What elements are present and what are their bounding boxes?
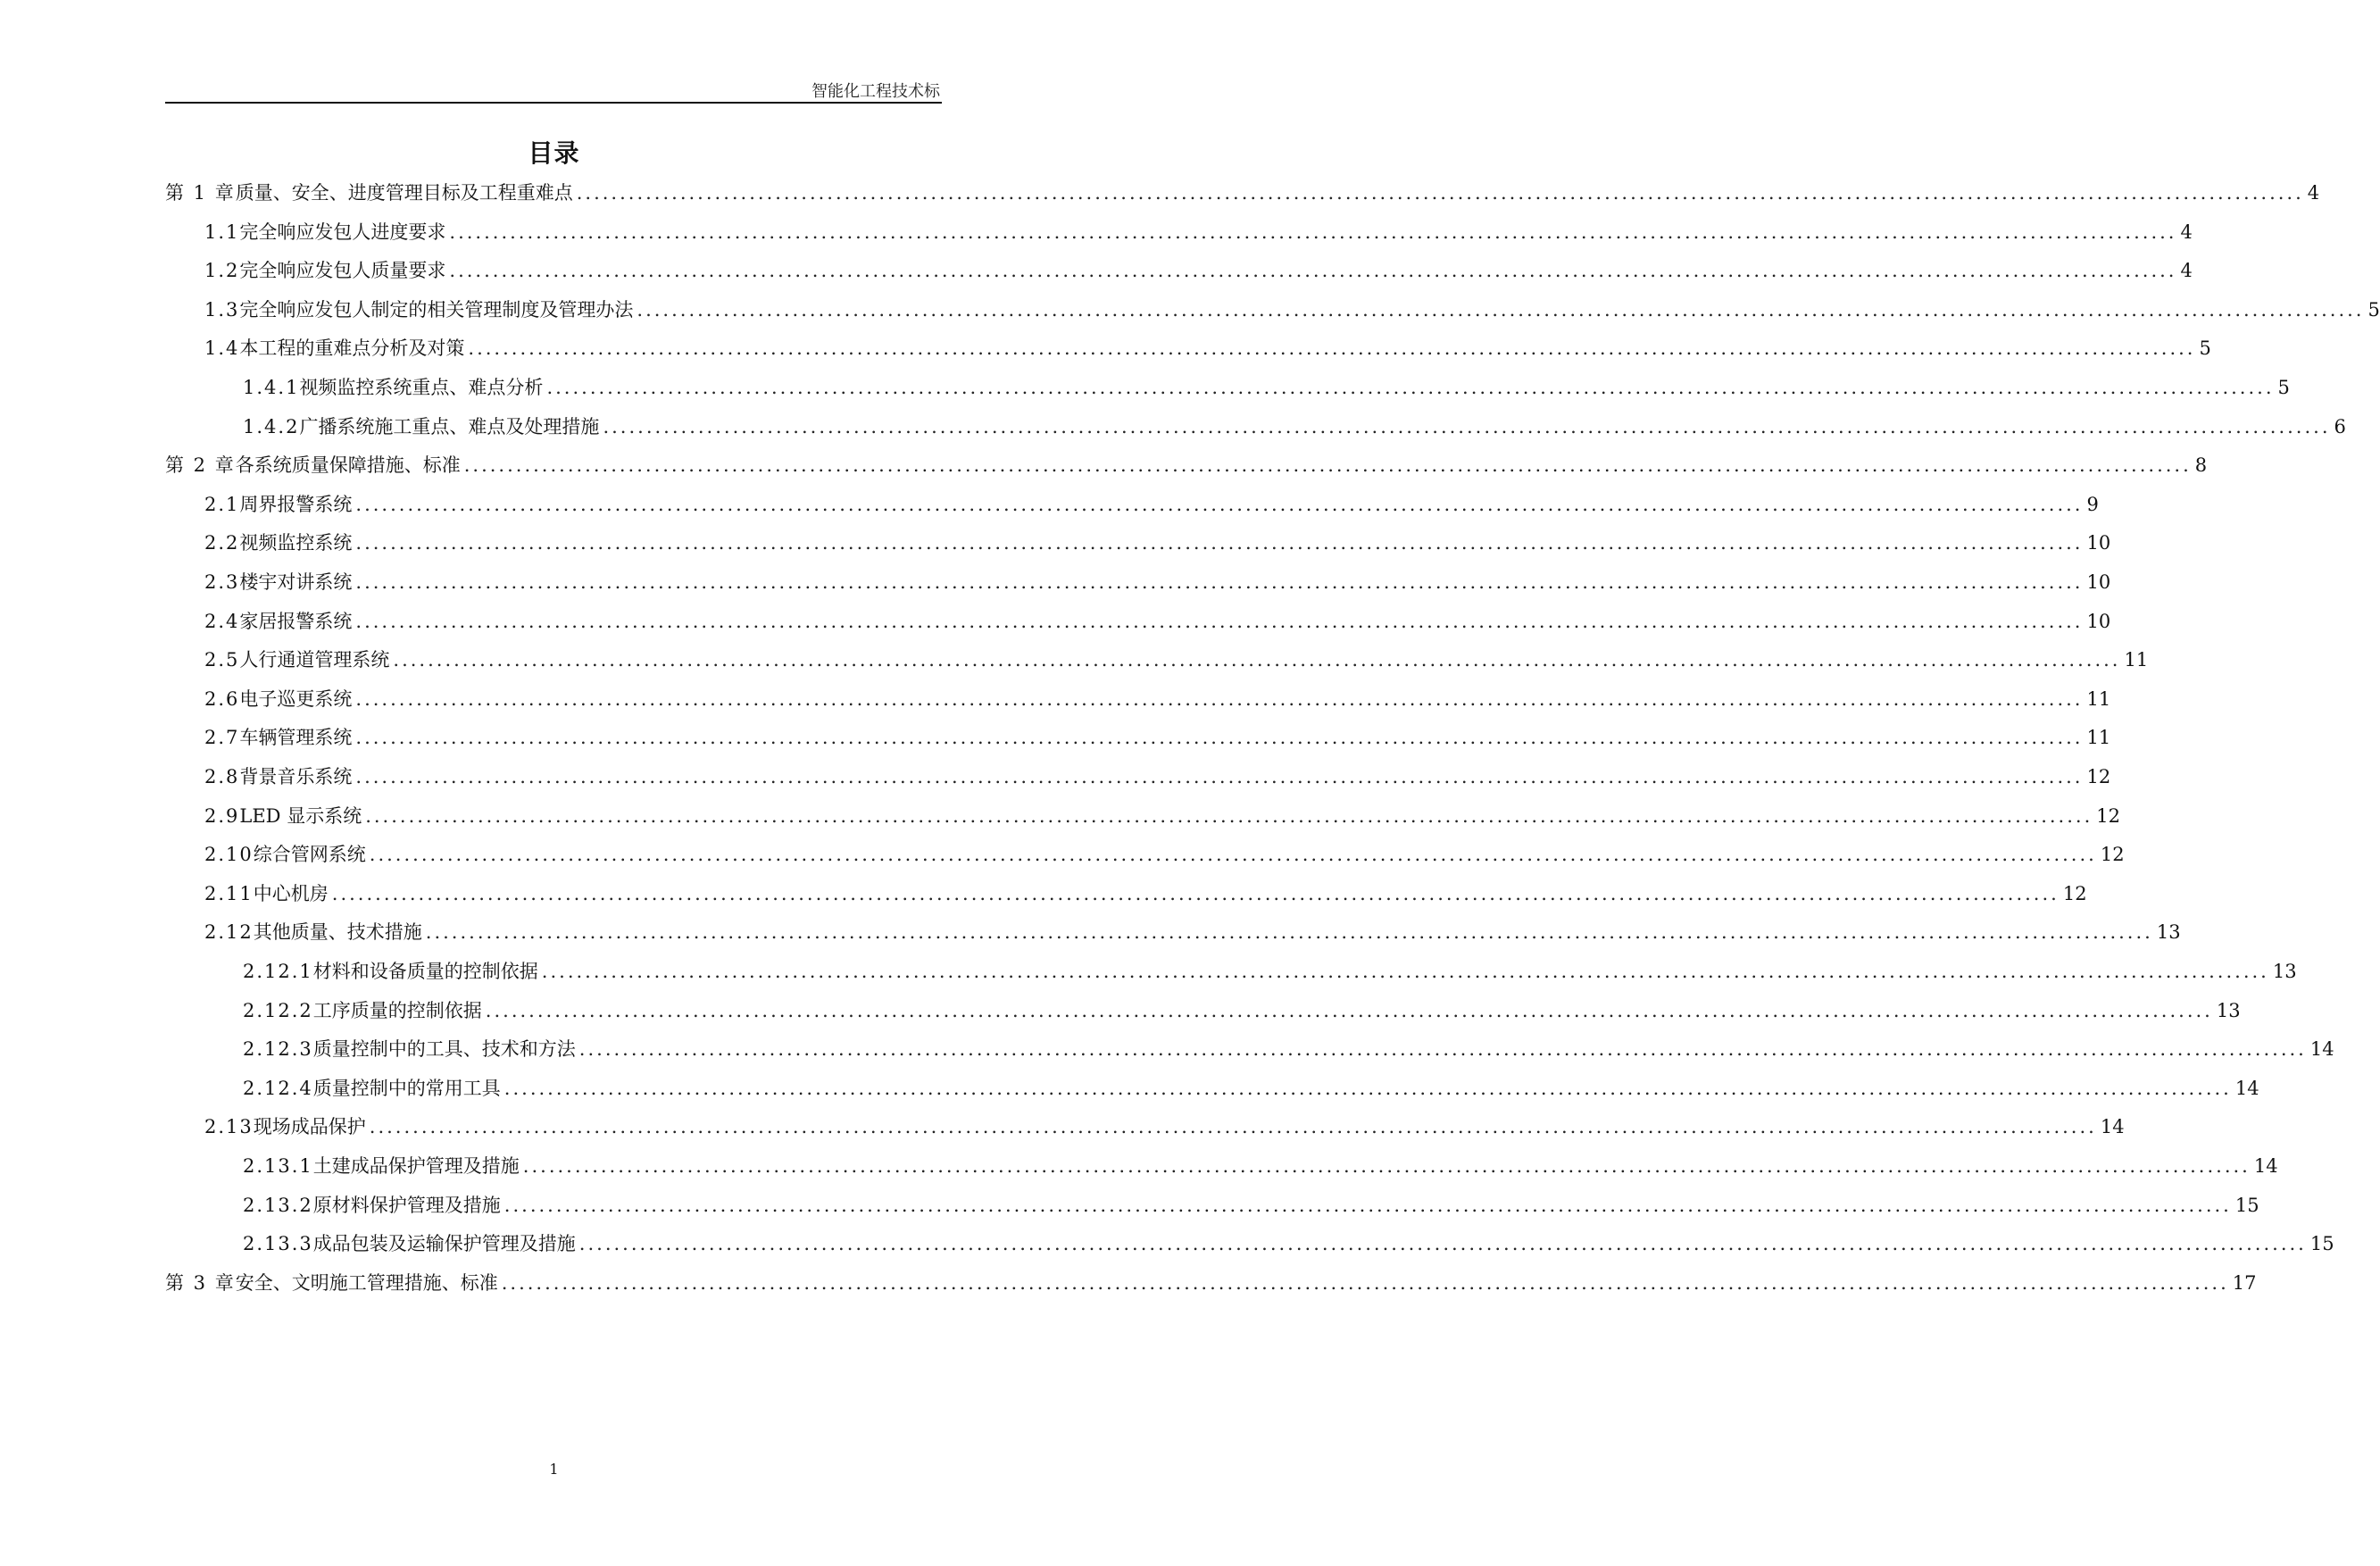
toc-entry-number: 2.12.2 — [243, 999, 313, 1021]
toc-entry-number: 2.1 — [204, 493, 240, 515]
toc-entry-page: 5 — [2368, 298, 2380, 321]
toc-title: 目录 — [528, 138, 580, 168]
toc-leader-dots: ........................................................................................................................................................................................................ — [463, 454, 2192, 477]
toc-entry-number: 2.10 — [204, 844, 254, 866]
toc-entry[interactable] — [243, 996, 2241, 1023]
toc-entry-number: 2.7 — [204, 727, 240, 749]
toc-leader-dots: ........................................................................................................................................................................................................ — [576, 182, 2304, 204]
toc-entry-title: 原材料保护管理及措施 — [312, 1194, 501, 1216]
toc-entry[interactable] — [243, 1229, 2334, 1256]
toc-leader-dots: ........................................................................................................................................................................................................ — [355, 766, 2084, 787]
toc-entry[interactable] — [204, 762, 2111, 789]
toc-leader-dots: ........................................................................................................................................................................................................ — [355, 687, 2084, 710]
toc-entry-page: 5 — [2277, 377, 2290, 398]
toc-leader-dots: ........................................................................................................................................................................................................ — [369, 844, 2097, 866]
toc-entry-number: 2.13.1 — [243, 1155, 313, 1177]
toc-entry[interactable] — [204, 879, 2087, 906]
toc-entry[interactable] — [204, 256, 2193, 283]
toc-entry[interactable] — [204, 334, 2211, 361]
toc-entry-page: 4 — [2180, 221, 2193, 243]
toc-entry[interactable] — [204, 918, 2181, 945]
toc-leader-dots: ........................................................................................................................................................................................................ — [355, 532, 2084, 554]
toc-leader-dots: ........................................................................................................................................................................................................ — [331, 882, 2060, 904]
toc-entry-title: LED 显示系统 — [239, 804, 362, 827]
toc-entry-number: 1.1 — [204, 221, 240, 243]
toc-entry-number: 1.3 — [204, 298, 240, 321]
toc-entry-title: 其他质量、技术措施 — [253, 921, 422, 944]
toc-leader-dots: ........................................................................................................................................................................................................ — [603, 415, 2331, 437]
toc-entry-number: 2.13 — [204, 1116, 254, 1138]
toc-entry[interactable] — [204, 607, 2111, 634]
toc-leader-dots: ........................................................................................................................................................................................................ — [393, 649, 2121, 671]
toc-entry-page: 12 — [2100, 844, 2125, 866]
toc-leader-dots: ........................................................................................................................................................................................................ — [522, 1155, 2251, 1177]
toc-entry-number: 1.4 — [204, 337, 240, 360]
toc-entry[interactable] — [165, 1269, 2257, 1295]
toc-entry-title: 各系统质量保障措施、标准 — [235, 454, 461, 477]
toc-entry[interactable] — [243, 957, 2297, 984]
toc-entry-number: 2.13.2 — [243, 1194, 313, 1216]
toc-entry-number: 2.12.1 — [243, 961, 313, 982]
toc-entry-title: 完全响应发包人制定的相关管理制度及管理办法 — [239, 298, 634, 321]
toc-entry-page: 17 — [2232, 1271, 2257, 1294]
toc-entry-title: 楼宇对讲系统 — [239, 571, 353, 593]
toc-entry[interactable] — [243, 1074, 2259, 1101]
toc-entry[interactable] — [243, 1035, 2334, 1062]
toc-entry[interactable] — [204, 802, 2120, 829]
toc-entry-number: 2.4 — [204, 610, 240, 632]
toc-entry-title: 质量控制中的常用工具 — [312, 1077, 501, 1099]
toc-entry-page: 11 — [2086, 687, 2111, 710]
toc-entry-title: 成品包装及运输保护管理及措施 — [312, 1233, 576, 1255]
toc-entry-page: 14 — [2100, 1116, 2125, 1138]
toc-entry-page: 13 — [2156, 921, 2181, 944]
toc-entry-title: 周界报警系统 — [239, 493, 353, 515]
toc-entry-number: 1.4.2 — [243, 415, 300, 437]
toc-entry-title: 中心机房 — [253, 882, 329, 904]
toc-leader-dots: ........................................................................................................................................................................................................ — [449, 260, 2177, 282]
toc-entry-page: 15 — [2309, 1233, 2334, 1255]
toc-entry-number: 1.4.1 — [243, 377, 300, 398]
toc-entry-number: 2.12.4 — [243, 1077, 313, 1099]
toc-leader-dots: ........................................................................................................................................................................................................ — [637, 298, 2365, 321]
toc-entry[interactable] — [243, 1152, 2278, 1179]
toc-entry-page: 12 — [2086, 766, 2111, 787]
toc-entry-page: 11 — [2086, 727, 2111, 749]
toc-entry-title: 工序质量的控制依据 — [312, 999, 482, 1021]
toc-entry[interactable] — [204, 296, 2380, 322]
toc-leader-dots: ........................................................................................................................................................................................................ — [355, 493, 2084, 515]
page-number: 1 — [549, 1461, 559, 1478]
toc-entry-title: 土建成品保护管理及措施 — [312, 1155, 520, 1177]
toc-entry-page: 13 — [2216, 999, 2241, 1021]
toc-entry[interactable] — [243, 1191, 2259, 1218]
toc-entry-title: 安全、文明施工管理措施、标准 — [235, 1271, 498, 1294]
toc-entry-page: 14 — [2253, 1155, 2278, 1177]
toc-entry-title: 完全响应发包人质量要求 — [239, 260, 446, 282]
toc-entry-title: 广播系统施工重点、难点及处理措施 — [299, 415, 600, 437]
toc-leader-dots: ........................................................................................................................................................................................................ — [425, 921, 2153, 944]
toc-entry-number: 第 3 章 — [165, 1271, 236, 1294]
toc-leader-dots: ........................................................................................................................................................................................................ — [355, 610, 2084, 632]
toc-entry[interactable] — [204, 685, 2111, 712]
toc-entry-title: 背景音乐系统 — [239, 766, 353, 787]
toc-entry-page: 4 — [2180, 260, 2193, 282]
toc-leader-dots: ........................................................................................................................................................................................................ — [503, 1194, 2232, 1216]
toc-entry[interactable] — [204, 568, 2111, 595]
toc-entry-title: 家居报警系统 — [239, 610, 353, 632]
toc-entry-number: 2.8 — [204, 766, 240, 787]
toc-entry-number: 1.2 — [204, 260, 240, 282]
toc-entry-title: 现场成品保护 — [253, 1116, 366, 1138]
toc-entry-page: 9 — [2086, 493, 2099, 515]
toc-entry[interactable] — [243, 412, 2346, 439]
toc-entry-page: 11 — [2124, 649, 2149, 671]
toc-leader-dots: ........................................................................................................................................................................................................ — [449, 221, 2177, 243]
toc-entry-title: 电子巡更系统 — [239, 687, 353, 710]
toc-entry-number: 2.6 — [204, 687, 240, 710]
running-header: 智能化工程技术标 — [811, 82, 940, 101]
toc-entry-page: 12 — [2096, 804, 2120, 827]
toc-entry-page: 8 — [2194, 454, 2208, 477]
toc-leader-dots: ........................................................................................................................................................................................................ — [578, 1038, 2307, 1061]
header-rule — [165, 102, 942, 104]
toc-entry-page: 15 — [2234, 1194, 2259, 1216]
toc-leader-dots: ........................................................................................................................................................................................................ — [365, 804, 2093, 827]
toc-entry-page: 10 — [2086, 571, 2111, 593]
toc-entry[interactable] — [204, 218, 2193, 245]
toc-entry-number: 2.2 — [204, 532, 240, 554]
toc-entry-title: 质量、安全、进度管理目标及工程重难点 — [235, 182, 573, 204]
toc-entry-number: 2.5 — [204, 649, 240, 671]
toc-leader-dots: ........................................................................................................................................................................................................ — [578, 1233, 2307, 1255]
toc-entry-page: 4 — [2307, 182, 2320, 204]
toc-leader-dots: ........................................................................................................................................................................................................ — [546, 377, 2275, 398]
toc-entry-title: 本工程的重难点分析及对策 — [239, 337, 465, 360]
toc-entry-page: 10 — [2086, 610, 2111, 632]
toc-entry-number: 2.9 — [204, 804, 240, 827]
toc-entry-page: 5 — [2199, 337, 2211, 360]
toc-entry-title: 材料和设备质量的控制依据 — [312, 961, 538, 982]
toc-entry[interactable] — [243, 373, 2290, 400]
toc-entry-page: 14 — [2309, 1038, 2334, 1061]
toc-entry-title: 综合管网系统 — [253, 844, 366, 866]
toc-leader-dots: ........................................................................................................................................................................................................ — [501, 1271, 2229, 1294]
toc-leader-dots: ........................................................................................................................................................................................................ — [485, 999, 2213, 1021]
toc-entry-number: 2.12.3 — [243, 1038, 313, 1061]
toc-entry-number: 2.12 — [204, 921, 254, 944]
toc-entry[interactable] — [204, 840, 2125, 867]
toc-entry-title: 质量控制中的工具、技术和方法 — [312, 1038, 576, 1061]
toc-entry-page: 13 — [2272, 961, 2297, 982]
toc-leader-dots: ........................................................................................................................................................................................................ — [355, 571, 2084, 593]
toc-entry[interactable] — [204, 1112, 2125, 1139]
toc-leader-dots: ........................................................................................................................................................................................................ — [355, 727, 2084, 749]
toc-entry-number: 2.11 — [204, 882, 254, 904]
toc-entry-title: 视频监控系统重点、难点分析 — [299, 377, 544, 398]
toc-entry[interactable] — [165, 451, 2208, 478]
toc-entry-page: 14 — [2234, 1077, 2259, 1099]
toc-entry-title: 车辆管理系统 — [239, 727, 353, 749]
toc-entry-title: 人行通道管理系统 — [239, 649, 390, 671]
toc-entry-page: 10 — [2086, 532, 2111, 554]
toc-entry[interactable] — [204, 529, 2111, 555]
toc-entry-number: 第 1 章 — [165, 182, 236, 204]
toc-entry-number: 2.3 — [204, 571, 240, 593]
toc-entry[interactable] — [204, 646, 2149, 672]
toc-entry-title: 完全响应发包人进度要求 — [239, 221, 446, 243]
toc-entry-title: 视频监控系统 — [239, 532, 353, 554]
toc-entry-number: 2.13.3 — [243, 1233, 313, 1255]
toc-entry[interactable] — [204, 723, 2111, 750]
toc-entry[interactable] — [165, 179, 2320, 205]
toc-entry-page: 12 — [2062, 882, 2087, 904]
toc-entry[interactable] — [204, 490, 2099, 517]
toc-entry-number: 第 2 章 — [165, 454, 236, 477]
toc-leader-dots: ........................................................................................................................................................................................................ — [503, 1077, 2232, 1099]
toc-leader-dots: ........................................................................................................................................................................................................ — [369, 1116, 2097, 1138]
toc-leader-dots: ........................................................................................................................................................................................................ — [468, 337, 2196, 360]
toc-entry-page: 6 — [2334, 415, 2346, 437]
toc-leader-dots: ........................................................................................................................................................................................................ — [541, 961, 2269, 982]
